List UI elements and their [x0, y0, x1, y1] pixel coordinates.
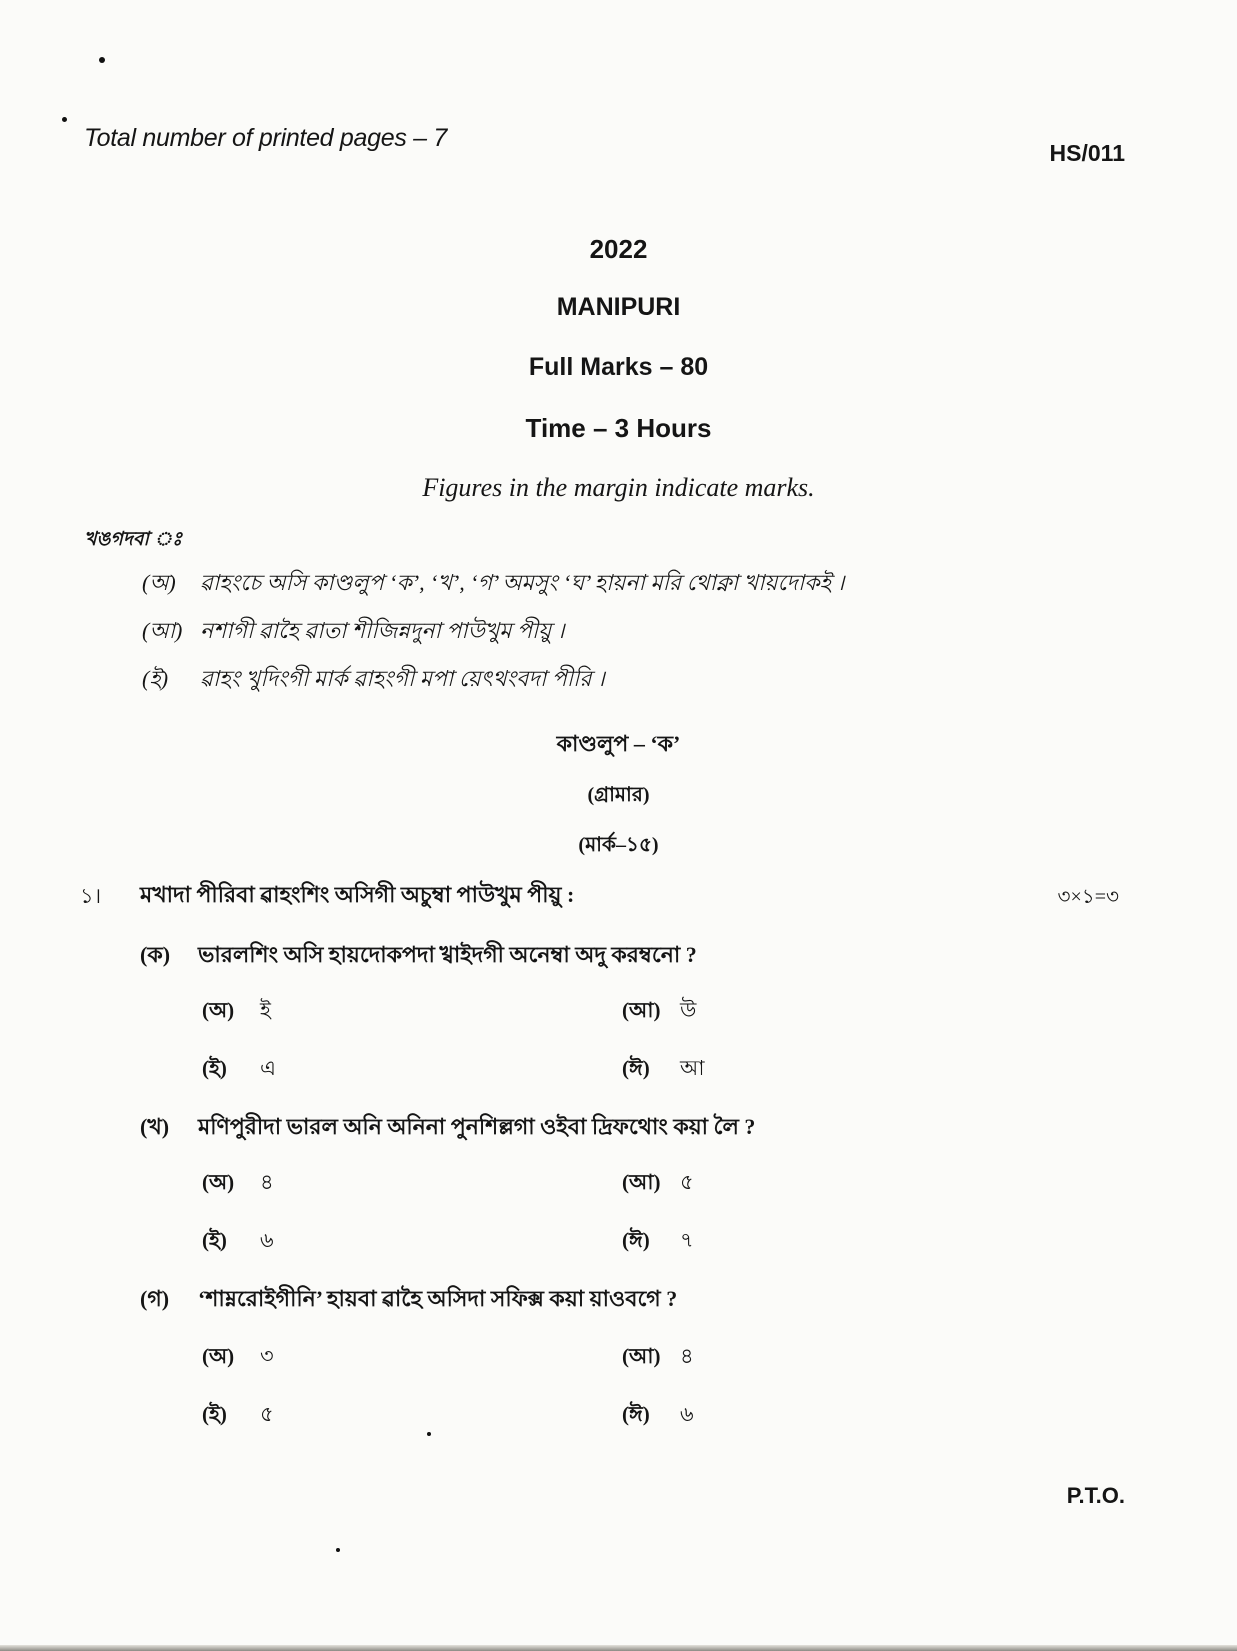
- subquestion: [140, 1110, 755, 1147]
- instruction-text: ৱাহং খুদিংগী মার্ক ৱাহংগী মপা য়েৎথংবদা পীরি ।: [200, 666, 605, 691]
- subquestion-text: ‘শাম্নরোইগীনি’ হায়বা ৱাহৈ অসিদা সফিক্স কয়া য়াওবগে ?: [198, 1286, 678, 1311]
- section-title: কাণ্ডলুপ – ‘ক’: [556, 731, 681, 756]
- subquestion: [140, 938, 697, 975]
- question-marks: ৩×১=৩: [1057, 886, 1119, 908]
- printed-pages-note: Total number of printed pages – 7: [84, 124, 448, 152]
- option-value: ৩: [260, 1344, 274, 1368]
- option-value: ই: [260, 998, 271, 1022]
- subject-title: MANIPURI: [556, 293, 681, 321]
- option-value: ৫: [680, 1170, 694, 1194]
- option-label: (ঈ): [622, 1056, 650, 1080]
- instructions-heading: খঙগদবা ঃ: [84, 529, 183, 550]
- instruction-item: [142, 566, 844, 603]
- question-number: ১।: [80, 884, 102, 908]
- full-marks: Full Marks – 80: [528, 353, 709, 381]
- option: [622, 1340, 694, 1375]
- scan-speck: [62, 117, 67, 122]
- instruction-label: (অ): [142, 570, 176, 595]
- option-value: ৬: [260, 1228, 274, 1252]
- option: [202, 1398, 274, 1433]
- subquestion-text: ভারলশিং অসি হায়দোকপদা খ্বাইদগী অনেম্বা অদু করম্বনো ?: [198, 942, 697, 967]
- option-label: (ই): [202, 1056, 227, 1080]
- exam-time: Time – 3 Hours: [525, 413, 712, 443]
- option-value: ৬: [680, 1402, 694, 1426]
- subquestion-label: (গ): [140, 1286, 170, 1311]
- scan-speck: [336, 1548, 340, 1552]
- option-value: উ: [680, 998, 697, 1022]
- instruction-item: [142, 662, 605, 699]
- option: [622, 1224, 694, 1259]
- instruction-text: ৱাহংচে অসি কাণ্ডলুপ ‘ক’, ‘খ’, ‘গ’ অমসুং ‘ঘ’ হায়না মরি থোক্না খায়দোকই ।: [200, 570, 845, 595]
- option-value: এ: [260, 1056, 276, 1080]
- option: [202, 1224, 274, 1259]
- option-label: (আ): [622, 1170, 661, 1194]
- scan-speck: [427, 1432, 431, 1436]
- subquestion: [140, 1282, 677, 1319]
- subquestion-label: (ক): [140, 942, 171, 967]
- please-turn-over: P.T.O.: [1066, 1483, 1125, 1508]
- instruction-item: [142, 614, 565, 651]
- option: [622, 994, 696, 1029]
- option-label: (অ): [202, 1344, 235, 1368]
- scan-speck: [99, 57, 105, 63]
- option-value: আ: [680, 1056, 705, 1080]
- instruction-text: নশাগী ৱাহৈ ৱাতা শীজিন্নদুনা পাউখুম পীয়ু ।: [200, 618, 565, 643]
- option-label: (ঈ): [622, 1402, 650, 1426]
- option-label: (ই): [202, 1402, 227, 1426]
- option-value: ৫: [260, 1402, 274, 1426]
- option: [202, 1340, 274, 1375]
- subquestion-label: (খ): [140, 1114, 170, 1139]
- option: [202, 994, 271, 1029]
- option: [622, 1052, 705, 1087]
- instruction-label: (আ): [142, 618, 183, 643]
- question-text: মখাদা পীরিবা ৱাহংশিং অসিগী অচুম্বা পাউখুম পীয়ু :: [140, 882, 575, 907]
- option: [622, 1166, 694, 1201]
- exam-year: 2022: [589, 234, 648, 264]
- option-label: (ঈ): [622, 1228, 650, 1252]
- figures-note: Figures in the margin indicate marks.: [422, 473, 815, 502]
- section-marks: (মার্ক–১৫): [578, 834, 659, 856]
- option-value: ৪: [680, 1344, 694, 1368]
- option-label: (অ): [202, 998, 235, 1022]
- option: [202, 1166, 274, 1201]
- subquestion-text: মণিপুরীদা ভারল অনি অনিনা পুনশিল্লগা ওইবা দ্রিফথোং কয়া লৈ ?: [198, 1114, 756, 1139]
- section-subtitle: (গ্রামার): [587, 784, 650, 806]
- option-value: ৪: [260, 1170, 274, 1194]
- option: [622, 1398, 694, 1433]
- option-label: (অ): [202, 1170, 235, 1194]
- option-value: ৭: [680, 1228, 694, 1252]
- option-label: (আ): [622, 1344, 661, 1368]
- instruction-label: (ই): [142, 666, 169, 691]
- scan-bottom-edge: [0, 1645, 1237, 1651]
- option-label: (আ): [622, 998, 661, 1022]
- option: [202, 1052, 276, 1087]
- option-label: (ই): [202, 1228, 227, 1252]
- paper-code: HS/011: [1049, 140, 1125, 166]
